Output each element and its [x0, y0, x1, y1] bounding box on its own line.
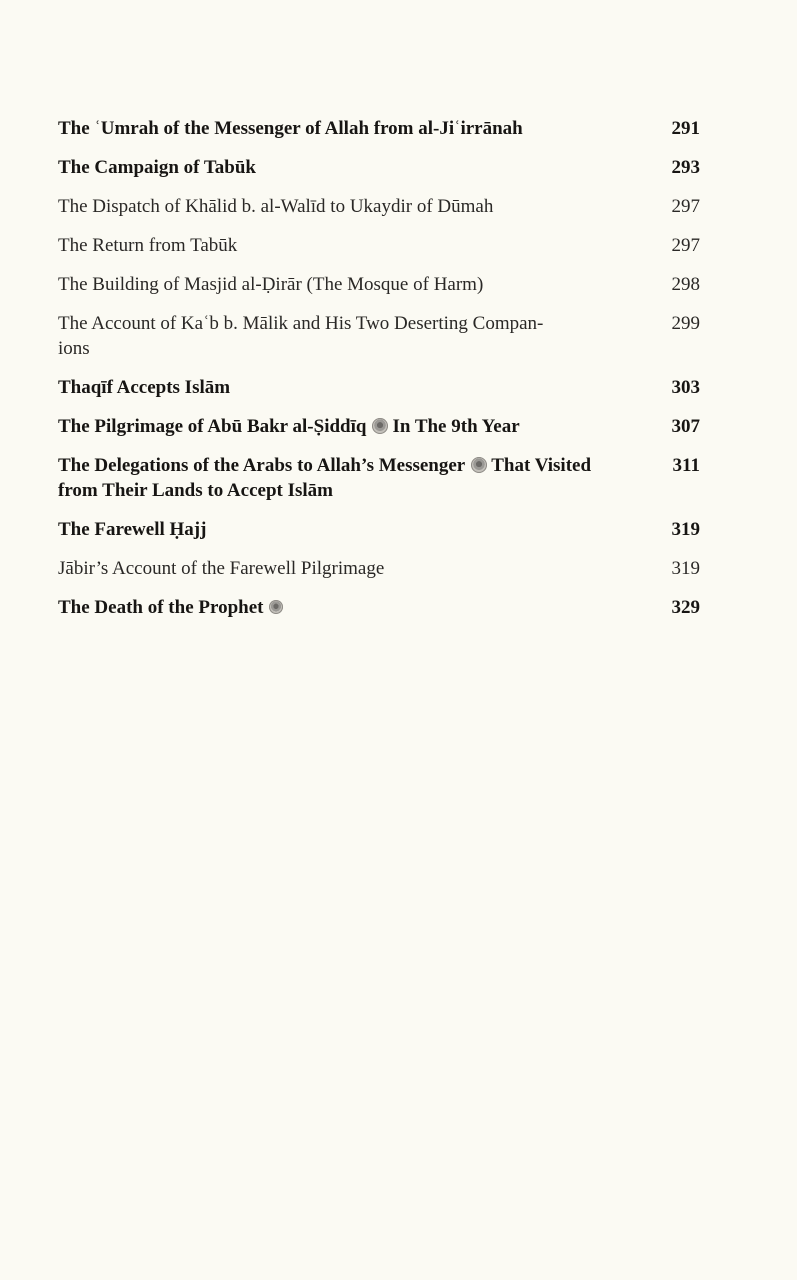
- toc-entry-title: The Building of Masjid al-Ḍirār (The Mosque of Harm): [58, 274, 484, 295]
- toc-entry: [58, 233, 700, 258]
- toc-entry: [58, 194, 700, 219]
- toc-page-number: 307: [671, 416, 700, 437]
- toc-page-number: 311: [672, 455, 700, 476]
- honorific-icon: [471, 457, 487, 473]
- toc-page-number: 291: [671, 118, 700, 139]
- toc-entry: [58, 272, 700, 297]
- toc-page-number: 319: [671, 558, 700, 579]
- toc-entry-title: Jābir’s Account of the Farewell Pilgrimage: [58, 558, 385, 579]
- toc-entry-title-part: The Delegations of the Arabs to Allah’s Messenger: [58, 455, 466, 476]
- toc-entry: [58, 155, 700, 180]
- toc-entry: [58, 311, 700, 361]
- toc-entry-title-line: ions: [58, 338, 90, 359]
- toc-page-number: 303: [671, 377, 700, 398]
- toc-entry-title: The Campaign of Tabūk: [58, 157, 256, 178]
- toc-page-number: 297: [671, 196, 700, 217]
- toc-page-number: 299: [671, 313, 700, 334]
- toc-entry-title: Thaqīf Accepts Islām: [58, 377, 231, 398]
- table-of-contents: [58, 116, 700, 634]
- toc-entry-title: [58, 414, 633, 439]
- toc-entry-title: [58, 595, 633, 620]
- toc-entry: [58, 595, 700, 620]
- toc-entry: [58, 116, 700, 141]
- toc-entry-title-part: The Death of the Prophet: [58, 597, 264, 618]
- toc-entry: [58, 453, 700, 503]
- toc-entry-title: [58, 453, 633, 503]
- toc-entry-title: The ʿUmrah of the Messenger of Allah from al-Jiʿirrānah: [58, 118, 523, 139]
- toc-page-number: 297: [671, 235, 700, 256]
- toc-page-number: 329: [671, 597, 700, 618]
- toc-entry-title: The Return from Tabūk: [58, 235, 238, 256]
- toc-entry-title-part: That Visited from Their Lands to Accept Islām: [58, 455, 592, 501]
- toc-page-number: 319: [671, 519, 700, 540]
- toc-entry-title: [58, 311, 633, 361]
- toc-entry: [58, 556, 700, 581]
- toc-entry-title-part: The Pilgrimage of Abū Bakr al-Ṣiddīq: [58, 416, 367, 437]
- toc-entry-title-line: The Account of Kaʿb b. Mālik and His Two Deserting Compan-: [58, 313, 544, 334]
- toc-entry: [58, 414, 700, 439]
- toc-page-number: 298: [671, 274, 700, 295]
- toc-entry-title-part: In The 9th Year: [392, 416, 520, 437]
- toc-page-number: 293: [671, 157, 700, 178]
- toc-entry-title: The Farewell Ḥajj: [58, 519, 207, 540]
- toc-entry: [58, 517, 700, 542]
- honorific-icon: [269, 600, 283, 614]
- toc-entry-title: The Dispatch of Khālid b. al-Walīd to Ukaydir of Dūmah: [58, 196, 494, 217]
- honorific-icon: [372, 418, 388, 434]
- toc-entry: [58, 375, 700, 400]
